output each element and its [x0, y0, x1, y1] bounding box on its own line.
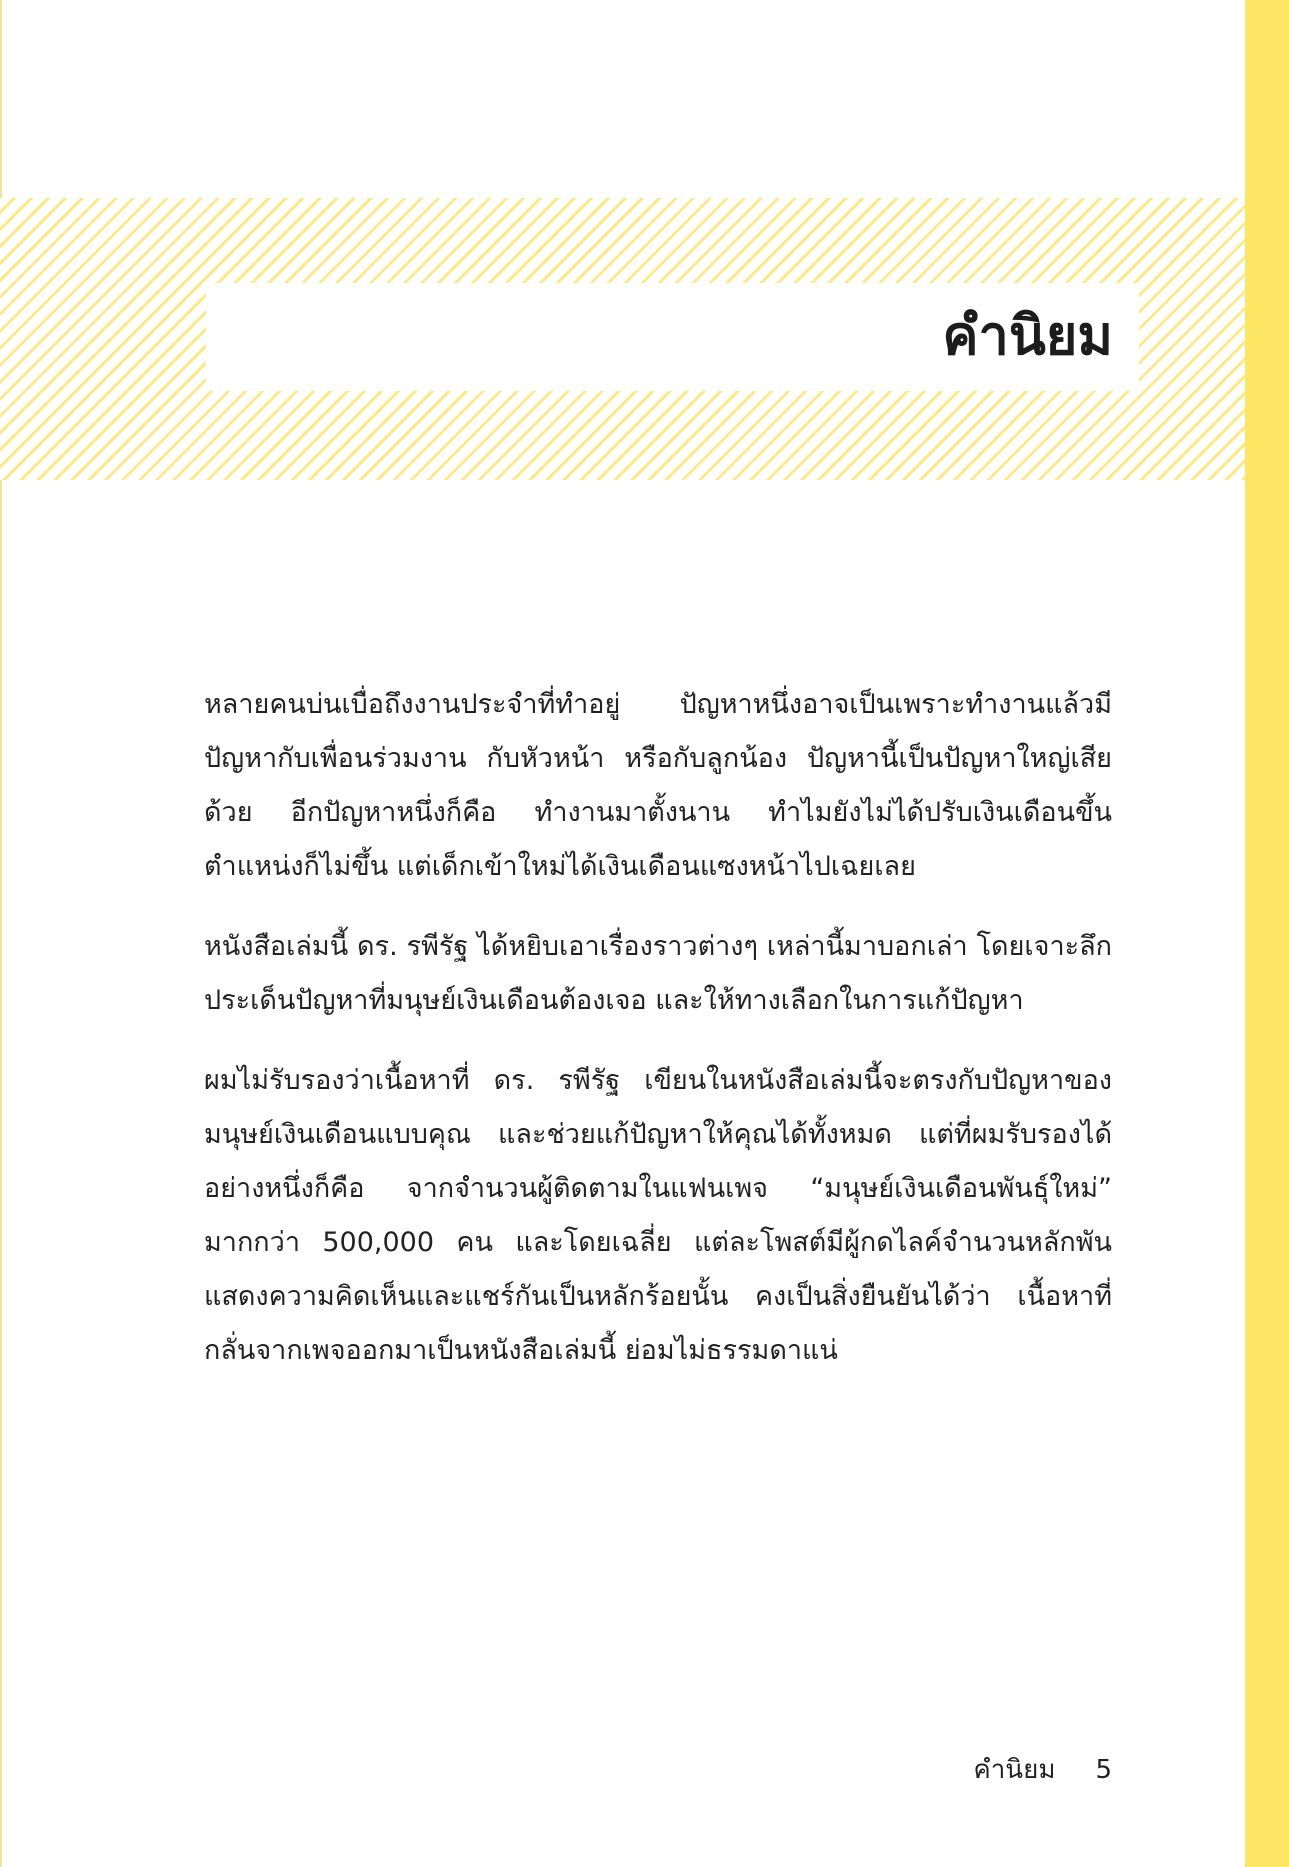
- page-footer: [973, 1750, 1112, 1790]
- title-box: [206, 283, 1139, 391]
- footer-section-label: คำนิยม: [973, 1755, 1056, 1785]
- yellow-side-bar: [1245, 0, 1289, 1867]
- paragraph-2: หนังสือเล่มนี้ ดร. รพีรัฐ ได้หยิบเอาเรื่องราวต่างๆ เหล่านี้มาบอกเล่า โดยเจาะลึกประเด็นปัญหาที่มนุษย์เงินเดือนต้องเจอ และให้ทางเลือกในการแก้ปัญหา: [204, 931, 1112, 1016]
- chapter-title: คำนิยม: [942, 304, 1113, 367]
- page-number: 5: [1095, 1755, 1112, 1785]
- paragraph-1: หลายคนบ่นเบื่อถึงงานประจำที่ทำอยู่ ปัญหาหนึ่งอาจเป็นเพราะทำงานแล้วมีปัญหากับเพื่อนร่วมงาน กับหัวหน้า หรือกับลูกน้อง ปัญหานี้เป็นปัญหาใหญ่เสียด้วย อีกปัญหาหนึ่งก็คือ ทำงานมาตั้งนาน ทำไมยังไม่ได้ปรับเงินเดือนขึ้น ตำแหน่งก็ไม่ขึ้น แต่เด็กเข้าใหม่ได้เงินเดือนแซงหน้าไปเฉยเลย: [204, 689, 1112, 882]
- body-text: [204, 678, 1112, 1404]
- paragraph-3: ผมไม่รับรองว่าเนื้อหาที่ ดร. รพีรัฐ เขียนในหนังสือเล่มนี้จะตรงกับปัญหาของมนุษย์เงินเดือนแบบคุณ และช่วยแก้ปัญหาให้คุณได้ทั้งหมด แต่ที่ผมรับรองได้อย่างหนึ่งก็คือ จากจำนวนผู้ติดตามในแฟนเพจ “มนุษย์เงินเดือนพันธุ์ใหม่” มากกว่า 500,000 คน และโดยเฉลี่ย แต่ละโพสต์มีผู้กดไลค์จำนวนหลักพัน แสดงความคิดเห็นและแชร์กันเป็นหลักร้อยนั้น คงเป็นสิ่งยืนยันได้ว่า เนื้อหาที่กลั่นจากเพจออกมาเป็นหนังสือเล่มนี้ ย่อมไม่ธรรมดาแน่: [204, 1065, 1112, 1366]
